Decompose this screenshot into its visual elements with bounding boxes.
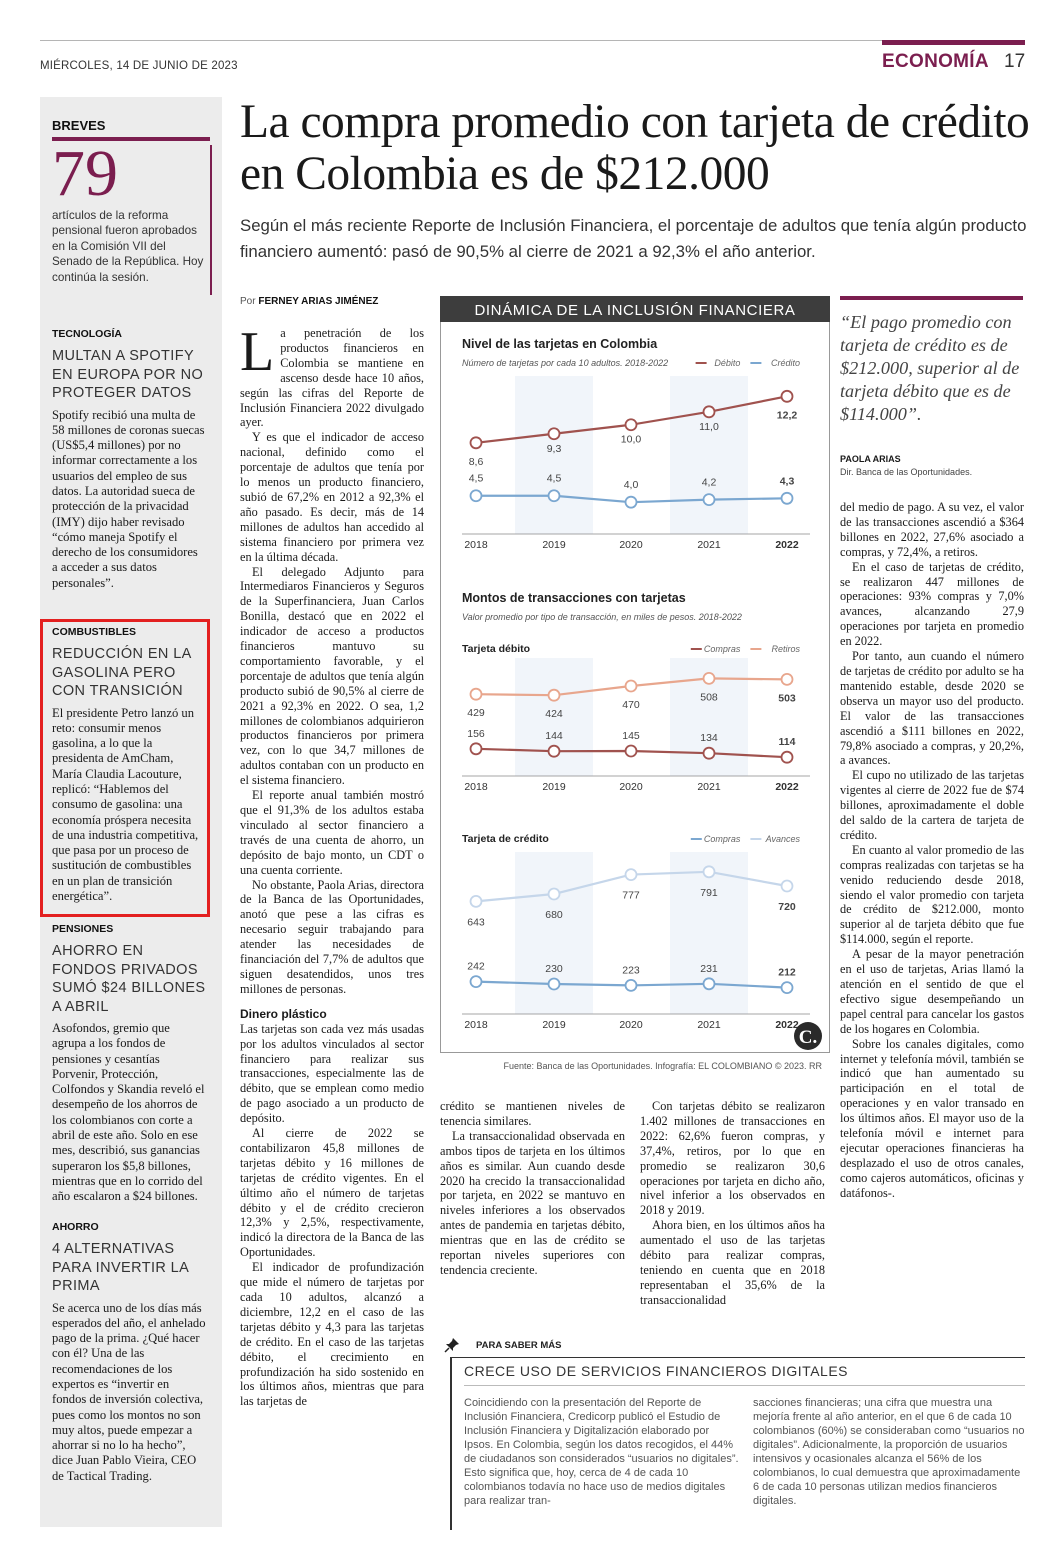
brief-body: El presidente Petro lanzó un reto: consumir menos gasolina, a lo que la presidenta de AmCham, María Claudia Lacouture, replicó: “Hablemos del consumo de gasolina: una economía próspera necesita de una industria competitiva, que pasa por un proceso de sustitución de combustibles en un plan de transición energética”. <box>52 705 199 904</box>
x-tick-label: 2022 <box>775 781 799 793</box>
x-tick-label: 2020 <box>619 1019 643 1031</box>
data-point <box>471 490 482 501</box>
brief-title: 4 ALTERNATIVAS PARA INVERTIR LA PRIMA <box>52 1241 189 1294</box>
pull-quote: “El pago promedio con tarjeta de crédito es de $212.000, superior al de tarjeta débito que es de $114.000”. <box>840 312 1020 424</box>
data-point <box>782 493 793 504</box>
data-point <box>782 391 793 402</box>
legend-label: Crédito <box>770 358 800 368</box>
chart-title: Montos de transacciones con tarjetas <box>462 591 686 605</box>
data-point <box>626 497 637 508</box>
data-label: 12,2 <box>776 409 798 422</box>
data-label: 230 <box>545 963 563 975</box>
infographic-source: Fuente: Banca de las Oportunidades. Infografía: EL COLOMBIANO © 2023. RR <box>503 1061 822 1071</box>
page-number: 17 <box>1004 51 1026 72</box>
data-label: 212 <box>778 966 796 979</box>
data-label: 4,2 <box>701 476 717 489</box>
data-point <box>471 689 482 700</box>
legend-label: Compras <box>703 834 741 844</box>
box-title-rule <box>464 1385 1025 1386</box>
paragraph: El cupo no utilizado de las tarjetas vigentes al cierre de 2022 fue de $74 billones, aproximadamente el doble del saldo de la cartera de tarjeta de crédito. <box>840 768 1024 842</box>
data-label: 503 <box>778 692 796 705</box>
top-rule <box>40 40 1025 41</box>
quote-author-role: Dir. Banca de las Oportunidades. <box>840 467 973 477</box>
paragraph: del medio de pago. A su vez, el valor de las transacciones ascendió a $364 billones en 2022, 27,6% asociado a compras, y 72,4%, a retiros. <box>840 500 1024 559</box>
brief-title: AHORRO EN FONDOS PRIVADOS SUMÓ $24 BILLONES A ABRIL <box>52 943 206 1015</box>
x-tick-label: 2018 <box>464 781 488 793</box>
brief-ahorro <box>52 1221 206 1484</box>
data-label: 114 <box>778 736 796 749</box>
byline-name: FERNEY ARIAS JIMÉNEZ <box>258 296 379 307</box>
box-title: CRECE USO DE SERVICIOS FINANCIEROS DIGITALES <box>464 1363 848 1379</box>
data-point <box>704 978 715 989</box>
paragraph: En cuanto al valor promedio de las compras realizadas con tarjetas se ha venido reduciendo desde 2018, siendo el valor promedio con tarjeta de crédito de $212.000, monto superior al de tarjeta débito que fue $114.000, según el reporte. <box>840 842 1024 947</box>
data-point <box>549 428 560 439</box>
data-label: 791 <box>700 886 718 899</box>
brief-pensiones <box>52 923 206 1205</box>
legend-label: Retiros <box>771 644 800 654</box>
x-tick-label: 2018 <box>464 1019 488 1031</box>
chart-panel-title: Tarjeta débito <box>462 643 531 655</box>
brief-body: Se acerca uno de los días más esperados del año, el anhelado pago de la prima. ¿Qué hacer con él? Una de las recomendaciones de los expertos es “invertir en fondos de inversión colectiva, pues como los montos no son muy altos, puede empezar a ahorrar si no lo ha hecho”, dice Juan Pablo Vieira, CEO de Tactical Trading. <box>52 1300 206 1483</box>
paragraph: Las tarjetas son cada vez más usadas por los adultos vinculados al sector financiero para realizar sus transacciones, especialmente las de débito, que se emplean como medio de pago asociado a un producto de depósito. <box>240 1021 424 1126</box>
legend-label: Compras <box>703 644 741 654</box>
x-tick-label: 2020 <box>619 781 643 793</box>
big-number-text: artículos de la reforma pensional fueron aprobados en la Comisión VII del Senado de la República. Hoy continúa la sesión. <box>52 209 204 284</box>
data-label: 4,5 <box>468 472 484 485</box>
data-point <box>704 748 715 759</box>
data-point <box>626 746 637 757</box>
paragraph: A pesar de la mayor penetración en el uso de tarjetas, Arias llamó la atención en el sentido de que el efectivo sigue desempeñando un papel central para cancelar los gastos de los hogares en Colombia. <box>840 947 1024 1036</box>
x-tick-label: 2022 <box>775 1019 799 1031</box>
body-column-1 <box>240 321 424 1409</box>
x-tick-label: 2021 <box>697 1019 721 1031</box>
breves-tag: BREVES <box>52 118 106 133</box>
data-label: 134 <box>700 732 718 745</box>
box-kicker: PARA SABER MÁS <box>476 1340 562 1351</box>
byline <box>240 296 378 307</box>
chart-panel-title: Tarjeta de crédito <box>462 833 549 845</box>
data-label: 10,0 <box>620 433 642 446</box>
data-point <box>782 982 793 993</box>
data-point <box>704 866 715 877</box>
brief-body: Spotify recibió una multa de 58 millones de coronas suecas (US$5,4 millones) por no informar correctamente a los usuarios del empleo de sus datos. La autoridad sueca de protección de la privacidad (IMY) dijo haber revisado “cómo maneja Spotify el derecho de los consumidores a acceder a sus datos personales”. <box>52 407 205 590</box>
issue-date: MIÉRCOLES, 14 DE JUNIO DE 2023 <box>40 60 238 72</box>
chart-subtitle: Valor promedio por tipo de transacción, en miles de pesos. 2018-2022 <box>462 612 742 622</box>
body-column-3 <box>640 1099 825 1308</box>
data-label: 720 <box>778 901 796 913</box>
frame-bottom <box>440 1052 830 1053</box>
year-band <box>515 376 593 534</box>
subhead: Dinero plástico <box>240 1006 327 1021</box>
data-label: 4,3 <box>779 475 795 488</box>
data-point <box>626 980 637 991</box>
byline-prefix: Por <box>240 296 256 307</box>
paragraph: Ahora bien, en los últimos años ha aumentado el uso de las tarjetas débito para realizar compras, teniendo en cuenta que en 2018 representaban el 35,6% de la transaccionalidad <box>640 1218 825 1307</box>
data-label: 9,3 <box>546 442 562 455</box>
x-tick-label: 2019 <box>542 1019 566 1031</box>
legend-label: Débito <box>714 358 741 368</box>
drop-cap: L <box>240 321 275 383</box>
box-rule-top <box>450 1357 1025 1358</box>
paragraph: El indicador de profundización que mide el número de tarjetas por cada 10 adultos, alcanzó a diciembre, 12,2 en el caso de las tarjetas débito y 4,3 para las tarjetas de crédito. En el caso de las tarjetas débito, el crecimiento en profundización ha sido sostenido en los últimos años, mientras que para las tarjetas de <box>240 1260 424 1409</box>
data-point <box>549 690 560 701</box>
section-header <box>882 40 1025 76</box>
para-saber-mas-box <box>440 1335 1025 1530</box>
paragraph: Con tarjetas débito se realizaron 1.402 millones de transacciones en 2022: 62,6% fueron compras, y 37,4%, retiros, por lo que en promedio se realizaron 30,6 operaciones por tarjeta en dicho año, nivel inferior a los observados en 2018 y 2019. <box>640 1099 825 1218</box>
data-label: 470 <box>622 699 640 711</box>
data-label: 4,5 <box>546 472 562 485</box>
data-label: 8,6 <box>468 455 484 468</box>
data-label: 429 <box>467 707 485 720</box>
paragraph <box>240 321 424 430</box>
data-point <box>471 437 482 448</box>
paragraph-text: a penetración de los productos financieros en Colombia se mantiene en ascenso desde hace 10 años, según las cifras del Reporte de Inclusión Financiera 2022 divulgado ayer. <box>240 326 424 430</box>
data-point <box>704 406 715 417</box>
data-point <box>704 494 715 505</box>
x-tick-label: 2022 <box>775 539 799 551</box>
data-point <box>626 869 637 880</box>
paragraph: crédito se mantienen niveles de tenencia similares. <box>440 1099 625 1128</box>
x-tick-label: 2021 <box>697 781 721 793</box>
x-tick-label: 2019 <box>542 781 566 793</box>
quote-author: PAOLA ARIAS <box>840 454 901 464</box>
legend-label: Avances <box>765 834 800 844</box>
x-tick-label: 2020 <box>619 539 643 551</box>
data-label: 144 <box>545 730 563 743</box>
deck: Según el más reciente Reporte de Inclusión Financiera, el porcentaje de adultos que tenía algún producto financiero aumentó: pasó de 90,5% al cierre de 2021 a 92,3% el año anterior. <box>240 216 1027 261</box>
data-label: 11,0 <box>699 420 719 433</box>
data-point <box>549 746 560 757</box>
frame-right <box>829 322 830 1052</box>
data-point <box>549 889 560 900</box>
chart-title: Nivel de las tarjetas en Colombia <box>462 337 658 351</box>
highlight-box <box>40 619 210 917</box>
data-point <box>626 419 637 430</box>
infographic <box>440 296 830 1078</box>
data-label: 223 <box>622 964 640 977</box>
data-point <box>782 674 793 685</box>
data-label: 508 <box>700 691 718 704</box>
infographic-svg <box>440 296 830 1078</box>
big-number: 79 <box>52 137 118 210</box>
paragraph: Y es que el indicador de acceso nacional, definido como el porcentaje de adultos que tenía por lo menos un producto financiero, subió de 67,2% en 2012 a 92,3% el año pasado. Es decir, más de 14 millones de adultos han accedido al sistema financiero por primera vez en la última década. <box>240 430 424 564</box>
data-point <box>471 976 482 987</box>
data-label: 231 <box>700 962 718 975</box>
brief-title: MULTAN A SPOTIFY EN EUROPA POR NO PROTEGER DATOS <box>52 348 204 401</box>
chart-subtitle: Número de tarjetas por cada 10 adultos. 2018-2022 <box>462 358 669 368</box>
paragraph: No obstante, Paola Arias, directora de la Banca de las Oportunidades, anotó que pese a las cifras es necesario seguir trabajando para atender las necesidades de financiación del 7,7% de adultos que siguen desatendidos, unos tres millones de personas. <box>240 877 424 996</box>
paragraph: Al cierre de 2022 se contabilizaron 45,8 millones de tarjetas débito y 16 millones de tarjetas de crédito vigentes. En el último año el número de tarjetas débito y el de crédito crecieron 12,3% y 2,5%, respectivamente, indicó la directora de la Banca de las Oportunidades. <box>240 1126 424 1260</box>
paragraph: En el caso de tarjetas de crédito, se realizaron 447 millones de operaciones: 93% compras y 7,0% avances, alcanzando 27,9 operaciones por tarjeta en promedio en 2022. <box>840 559 1024 649</box>
data-label: 680 <box>545 909 563 921</box>
data-point <box>549 490 560 501</box>
pin-icon <box>444 1337 460 1353</box>
brief-tag: COMBUSTIBLES <box>52 626 136 638</box>
data-point <box>471 896 482 907</box>
year-band <box>670 376 748 534</box>
data-point <box>549 979 560 990</box>
brief-tecnologia <box>52 328 206 591</box>
x-tick-label: 2021 <box>697 539 721 551</box>
data-point <box>704 673 715 684</box>
box-col-2: sacciones financieras; una cifra que muestra una mejoría frente al año anterior, en el que 6 de cada 10 colombianos (60%) se consideraban como “usuarios no digitales”. Adicionalmente, la proporción de usuarios intensivos y ocasionales alcanza el 56% de los colombianos, lo cual demuestra que aproximadamente 6 de cada 10 personas utilizan medios financieros digitales. <box>753 1397 1025 1507</box>
data-point <box>782 881 793 892</box>
data-label: 4,0 <box>623 479 639 492</box>
data-point <box>782 752 793 763</box>
headline: La compra promedio con tarjeta de crédito en Colombia es de $212.000 <box>240 96 1030 200</box>
brief-tag: TECNOLOGÍA <box>52 328 122 340</box>
x-tick-label: 2019 <box>542 539 566 551</box>
breves-divider <box>210 145 212 295</box>
brief-tag: AHORRO <box>52 1221 99 1233</box>
paragraph: El reporte anual también mostró que el 91,3% de los adultos estaba vinculado al sector financiero a través de una cuenta de ahorro, un depósito de bajo monto, un CDT o una cuenta corriente. <box>240 788 424 877</box>
body-column-2 <box>440 1099 625 1278</box>
section-name: ECONOMÍA <box>882 51 989 72</box>
paragraph: El delegado Adjunto para Intermediaros Financieros y Seguros de la Superfinanciera, Juan Carlos Bonilla, destacó que en 2022 el indicador de acceso a productos financieros mantuvo su comportamiento favorable, y el porcentaje de adultos que tenía algún producto subió de 90,5% al cierre de 2021 a 92,3% en 2022. O sea, 1,2 millones de colombianos adquirieron productos financieros por primera vez, con lo que 34,7 millones de adultos contaban con un producto en el sistema financiero. <box>240 564 424 788</box>
data-label: 777 <box>622 889 640 902</box>
data-label: 424 <box>545 708 563 721</box>
quote-rule <box>840 296 1023 300</box>
box-rule-left <box>450 1357 452 1530</box>
brief-body: Asofondos, gremio que agrupa a los fondos de pensiones y cesantías Porvenir, Protección, Colfondos y Skandia reveló el desempeño de los ahorros de los colombianos con corte a abril de este año. Solo en ese mes, describió, sus ganancias superaron los $5,8 billones, mientras que en lo corrido del año escalaron a $24 billones. <box>52 1021 205 1204</box>
logo-text: C. <box>798 1027 818 1048</box>
paragraph: Sobre los canales digitales, como internet y telefonía móvil, también se indicó que han aumentado su participación en el total de operaciones y en valor transado en los últimos años. El mayor uso de la telefonía móvil e internet para ejecutar operaciones financieras ha desplazado el uso de otros canales, como cajeros automáticos, oficinas y datáfonos-. <box>840 1036 1024 1200</box>
infographic-banner: DINÁMICA DE LA INCLUSIÓN FINANCIERA <box>474 302 796 319</box>
brief-tag: PENSIONES <box>52 923 114 935</box>
box-col-1: Coincidiendo con la presentación del Reporte de Inclusión Financiera, Credicorp publicó el Estudio de Inclusión Financiera y Digitalización elaborado por Ipsos. En Colombia, según los datos recogidos, el 44% de ciudadanos son considerados “usuarios no digitales”. Esto significa que, hoy, cerca de 4 de cada 10 colombianos todavía no hace uso de medios digitales para realizar tran- <box>464 1397 739 1507</box>
data-label: 156 <box>467 727 485 740</box>
paragraph: Por tanto, aun cuando el número de tarjetas de crédito por adulto se ha mantenido estable, desde 2020 se observa un mayor uso del producto. El valor de las transacciones ascendió a $111 billones en 2022, 79,8% asociado a compras, y 20,2%, a avances. <box>840 649 1024 768</box>
frame-left <box>440 322 441 1052</box>
data-point <box>471 743 482 754</box>
paragraph: La transaccionalidad observada en ambos tipos de tarjeta en los últimos años es similar. Aun cuando desde 2020 ha crecido la transaccionalidad por tarjeta, en 2022 se mantuvo en niveles inferiores a los observados antes de pandemia en tarjetas débito, mientras que en las de crédito se reportan niveles superiores con tendencia creciente. <box>440 1128 625 1277</box>
data-label: 643 <box>467 916 485 929</box>
data-label: 242 <box>467 960 485 973</box>
brief-title: REDUCCIÓN EN LA GASOLINA PERO CON TRANSICIÓN <box>52 646 191 699</box>
data-label: 145 <box>622 730 640 742</box>
data-point <box>626 681 637 692</box>
body-column-4 <box>840 500 1024 1201</box>
charts-layer <box>462 337 810 1031</box>
x-tick-label: 2018 <box>464 539 488 551</box>
